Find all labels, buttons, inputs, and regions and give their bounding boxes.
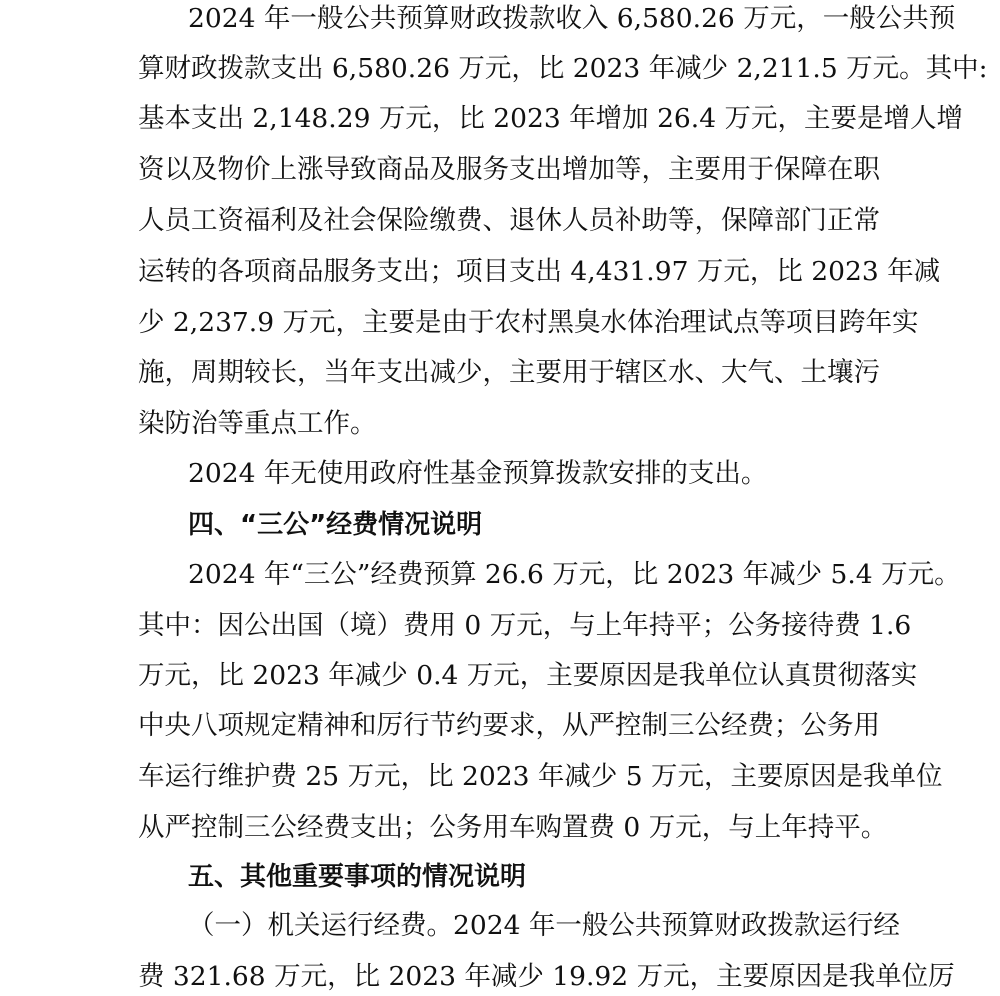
paragraph-line: 人员工资福利及社会保险缴费、退休人员补助等，保障部门正常 bbox=[138, 205, 880, 236]
paragraph-line: 染防治等重点工作。 bbox=[138, 408, 377, 439]
section-heading-4: 四、“三公”经费情况说明 bbox=[188, 510, 483, 540]
paragraph-line: 基本支出 2,148.29 万元，比 2023 年增加 26.4 万元，主要是增人增 bbox=[138, 103, 963, 134]
paragraph-line: 中央八项规定精神和厉行节约要求，从严控制三公经费；公务用 bbox=[138, 710, 880, 741]
paragraph-line: 万元，比 2023 年减少 0.4 万元，主要原因是我单位认真贯彻落实 bbox=[138, 660, 918, 691]
paragraph-line: 其中：因公出国（境）费用 0 万元，与上年持平；公务接待费 1.6 bbox=[138, 610, 912, 641]
paragraph-line: 费 321.68 万元，比 2023 年减少 19.92 万元，主要原因是我单位厉 bbox=[138, 961, 955, 992]
paragraph-line: 2024 年一般公共预算财政拨款收入 6,580.26 万元，一般公共预 bbox=[188, 3, 956, 34]
section-heading-5: 五、其他重要事项的情况说明 bbox=[188, 862, 527, 892]
paragraph-line: 算财政拨款支出 6,580.26 万元，比 2023 年减少 2,211.5 万元。其中: bbox=[138, 53, 988, 84]
paragraph-line: 2024 年无使用政府性基金预算拨款安排的支出。 bbox=[188, 458, 768, 489]
paragraph-line: 少 2,237.9 万元，主要是由于农村黑臭水体治理试点等项目跨年实 bbox=[138, 307, 919, 338]
paragraph-line: 2024 年“三公”经费预算 26.6 万元，比 2023 年减少 5.4 万元。 bbox=[188, 559, 961, 590]
paragraph-line: 运转的各项商品服务支出；项目支出 4,431.97 万元，比 2023 年减 bbox=[138, 256, 941, 287]
paragraph-line: 从严控制三公经费支出；公务用车购置费 0 万元，与上年持平。 bbox=[138, 812, 888, 843]
paragraph-line: 资以及物价上涨导致商品及服务支出增加等，主要用于保障在职 bbox=[138, 154, 880, 185]
paragraph-line: 施，周期较长，当年支出减少，主要用于辖区水、大气、土壤污 bbox=[138, 357, 880, 388]
paragraph-line: 车运行维护费 25 万元，比 2023 年减少 5 万元，主要原因是我单位 bbox=[138, 761, 943, 792]
paragraph-line: （一）机关运行经费。2024 年一般公共预算财政拨款运行经 bbox=[188, 910, 900, 941]
